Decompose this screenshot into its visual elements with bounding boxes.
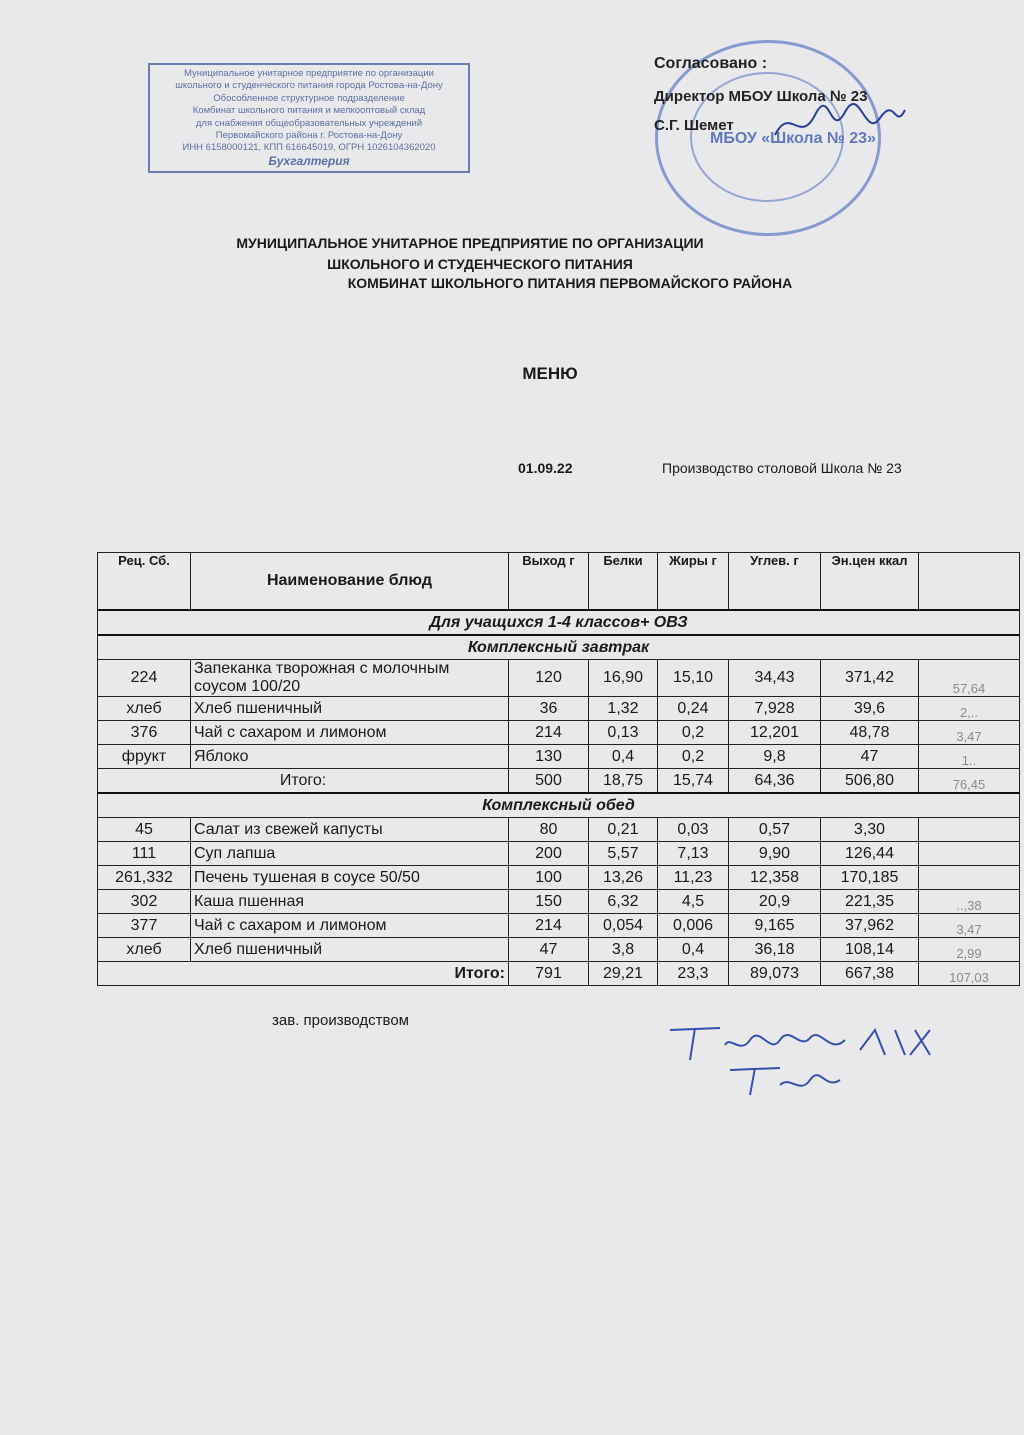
cell: 39,6 (821, 697, 919, 721)
cell: 12,358 (729, 866, 821, 890)
col-header: Эн.цен ккал (821, 553, 919, 611)
table-header (98, 553, 1020, 611)
cell: 9,90 (729, 842, 821, 866)
cell: 6,32 (589, 890, 658, 914)
cell: 170,185 (821, 866, 919, 890)
lunch-section (98, 793, 1020, 986)
cell: Хлеб пшеничный (191, 697, 509, 721)
total-cell: 29,21 (589, 962, 658, 986)
cell: 302 (98, 890, 191, 914)
cell: 0,006 (658, 914, 729, 938)
cell: 7,928 (729, 697, 821, 721)
cell: 150 (509, 890, 589, 914)
stamp-line: Обособленное структурное подразделение (213, 92, 405, 104)
cell: 100 (509, 866, 589, 890)
cell: 5,57 (589, 842, 658, 866)
cell: 9,165 (729, 914, 821, 938)
cell: 224 (98, 660, 191, 697)
cell: Чай с сахаром и лимоном (191, 721, 509, 745)
cell: 20,9 (729, 890, 821, 914)
cell (919, 866, 1020, 890)
cell: 0,4 (589, 745, 658, 769)
cell: 36 (509, 697, 589, 721)
cell: 0,2 (658, 721, 729, 745)
total-cell: 64,36 (729, 769, 821, 794)
cell: Суп лапша (191, 842, 509, 866)
stamp-line: для снабжения общеобразовательных учреждений (195, 117, 423, 129)
total-row (98, 962, 1020, 986)
col-header: Наименование блюд (191, 553, 509, 611)
handwritten-signature (660, 1010, 950, 1100)
cell (919, 818, 1020, 842)
table-row (98, 842, 1020, 866)
cell: 0,21 (589, 818, 658, 842)
cell: 214 (509, 914, 589, 938)
table-row (98, 914, 1020, 938)
total-cell: 791 (509, 962, 589, 986)
cell: 214 (509, 721, 589, 745)
cell: хлеб (98, 938, 191, 962)
total-label: Итого: (98, 962, 509, 986)
cell: 13,26 (589, 866, 658, 890)
cell: 0,2 (658, 745, 729, 769)
total-cell: 506,80 (821, 769, 919, 794)
total-cell: 500 (509, 769, 589, 794)
cell: 0,054 (589, 914, 658, 938)
breakfast-section (98, 635, 1020, 793)
table-row (98, 866, 1020, 890)
total-cell: 76,45 (919, 769, 1020, 794)
cell: 11,23 (658, 866, 729, 890)
cell: 3,47 (919, 721, 1020, 745)
table-row (98, 721, 1020, 745)
cell: 371,42 (821, 660, 919, 697)
cell: 37,962 (821, 914, 919, 938)
cell: 111 (98, 842, 191, 866)
cell: 2,.. (919, 697, 1020, 721)
cell: 1.. (919, 745, 1020, 769)
menu-table (97, 552, 1020, 986)
cell: 200 (509, 842, 589, 866)
cell: 48,78 (821, 721, 919, 745)
cell: 221,35 (821, 890, 919, 914)
cell: 12,201 (729, 721, 821, 745)
col-header (919, 553, 1020, 611)
approval-name: С.Г. Шемет (654, 117, 734, 134)
header-line: КОМБИНАТ ШКОЛЬНОГО ПИТАНИЯ ПЕРВОМАЙСКОГО РАЙОНА (347, 275, 793, 291)
cell: Каша пшенная (191, 890, 509, 914)
table-row (98, 818, 1020, 842)
cell: 2,99 (919, 938, 1020, 962)
cell: 47 (821, 745, 919, 769)
cell: 130 (509, 745, 589, 769)
section-title: Комплексный обед (98, 793, 1020, 818)
cell: 120 (509, 660, 589, 697)
cell: 34,43 (729, 660, 821, 697)
total-row (98, 769, 1020, 794)
footer-label: зав. производством (272, 1012, 409, 1029)
total-label: Итого: (98, 769, 509, 794)
cell: 57,64 (919, 660, 1020, 697)
cell: хлеб (98, 697, 191, 721)
cell: 261,332 (98, 866, 191, 890)
col-header: Рец. Сб. (98, 553, 191, 611)
cell: 126,44 (821, 842, 919, 866)
total-cell: 89,073 (729, 962, 821, 986)
cell: 3,30 (821, 818, 919, 842)
cell: 36,18 (729, 938, 821, 962)
table-row (98, 660, 1020, 697)
cell: 7,13 (658, 842, 729, 866)
col-header: Жиры г (658, 553, 729, 611)
director-signature (770, 100, 910, 150)
cell: Печень тушеная в соусе 50/50 (191, 866, 509, 890)
stamp-line: школьного и студенческого питания города Ростова-на-Дону (175, 80, 443, 92)
stamp-line: Комбинат школьного питания и мелкооптовый склад (192, 105, 426, 117)
cell: фрукт (98, 745, 191, 769)
table-row (98, 697, 1020, 721)
total-cell: 18,75 (589, 769, 658, 794)
cell: 0,57 (729, 818, 821, 842)
col-header: Выход г (509, 553, 589, 611)
cell: 3,8 (589, 938, 658, 962)
cell: 47 (509, 938, 589, 962)
stamp-line: Муниципальное унитарное предприятие по организации (184, 68, 434, 79)
table-row (98, 890, 1020, 914)
page-title: МЕНЮ (522, 364, 578, 383)
section-title: Комплексный завтрак (98, 635, 1020, 660)
cell: 3,47 (919, 914, 1020, 938)
total-cell: 667,38 (821, 962, 919, 986)
table-row (98, 745, 1020, 769)
cell: 1,32 (589, 697, 658, 721)
cell: 4,5 (658, 890, 729, 914)
cell: Чай с сахаром и лимоном (191, 914, 509, 938)
cell: 0,24 (658, 697, 729, 721)
col-header: Белки (589, 553, 658, 611)
cell: Запеканка творожная с молочным соусом 100/20 (191, 660, 509, 697)
cell: 0,03 (658, 818, 729, 842)
seal-text: МБОУ «Школа № 23» (710, 130, 876, 147)
cell: ..,38 (919, 890, 1020, 914)
cell: 0,4 (658, 938, 729, 962)
stamp-footer: Бухгалтерия (268, 153, 350, 168)
cell: 108,14 (821, 938, 919, 962)
header-line: МУНИЦИПАЛЬНОЕ УНИТАРНОЕ ПРЕДПРИЯТИЕ ПО ОРГАНИЗАЦИИ (236, 235, 704, 251)
total-cell: 107,03 (919, 962, 1020, 986)
header-line: ШКОЛЬНОГО И СТУДЕНЧЕСКОГО ПИТАНИЯ (327, 256, 633, 272)
cell: 376 (98, 721, 191, 745)
cell: 80 (509, 818, 589, 842)
cell: 16,90 (589, 660, 658, 697)
total-cell: 15,74 (658, 769, 729, 794)
table-row (98, 938, 1020, 962)
total-cell: 23,3 (658, 962, 729, 986)
group-title: Для учащихся 1-4 классов+ ОВЗ (98, 610, 1020, 635)
cell: Яблоко (191, 745, 509, 769)
menu-date: 01.09.22 (518, 460, 573, 476)
cell: Хлеб пшеничный (191, 938, 509, 962)
col-header: Углев. г (729, 553, 821, 611)
cell: 15,10 (658, 660, 729, 697)
approval-title: Согласовано : (654, 55, 768, 72)
cell: 0,13 (589, 721, 658, 745)
cell: 45 (98, 818, 191, 842)
stamp-line: ИНН 6158000121, КПП 616645019, ОГРН 1026104362020 (182, 142, 436, 154)
approval-position: Директор МБОУ Школа № 23 (654, 88, 868, 105)
organization-stamp (148, 63, 470, 173)
production-label: Производство столовой Школа № 23 (662, 460, 902, 476)
stamp-line: Первомайского района г. Ростова-на-Дону (215, 130, 403, 142)
cell: Салат из свежей капусты (191, 818, 509, 842)
cell: 9,8 (729, 745, 821, 769)
cell (919, 842, 1020, 866)
cell: 377 (98, 914, 191, 938)
